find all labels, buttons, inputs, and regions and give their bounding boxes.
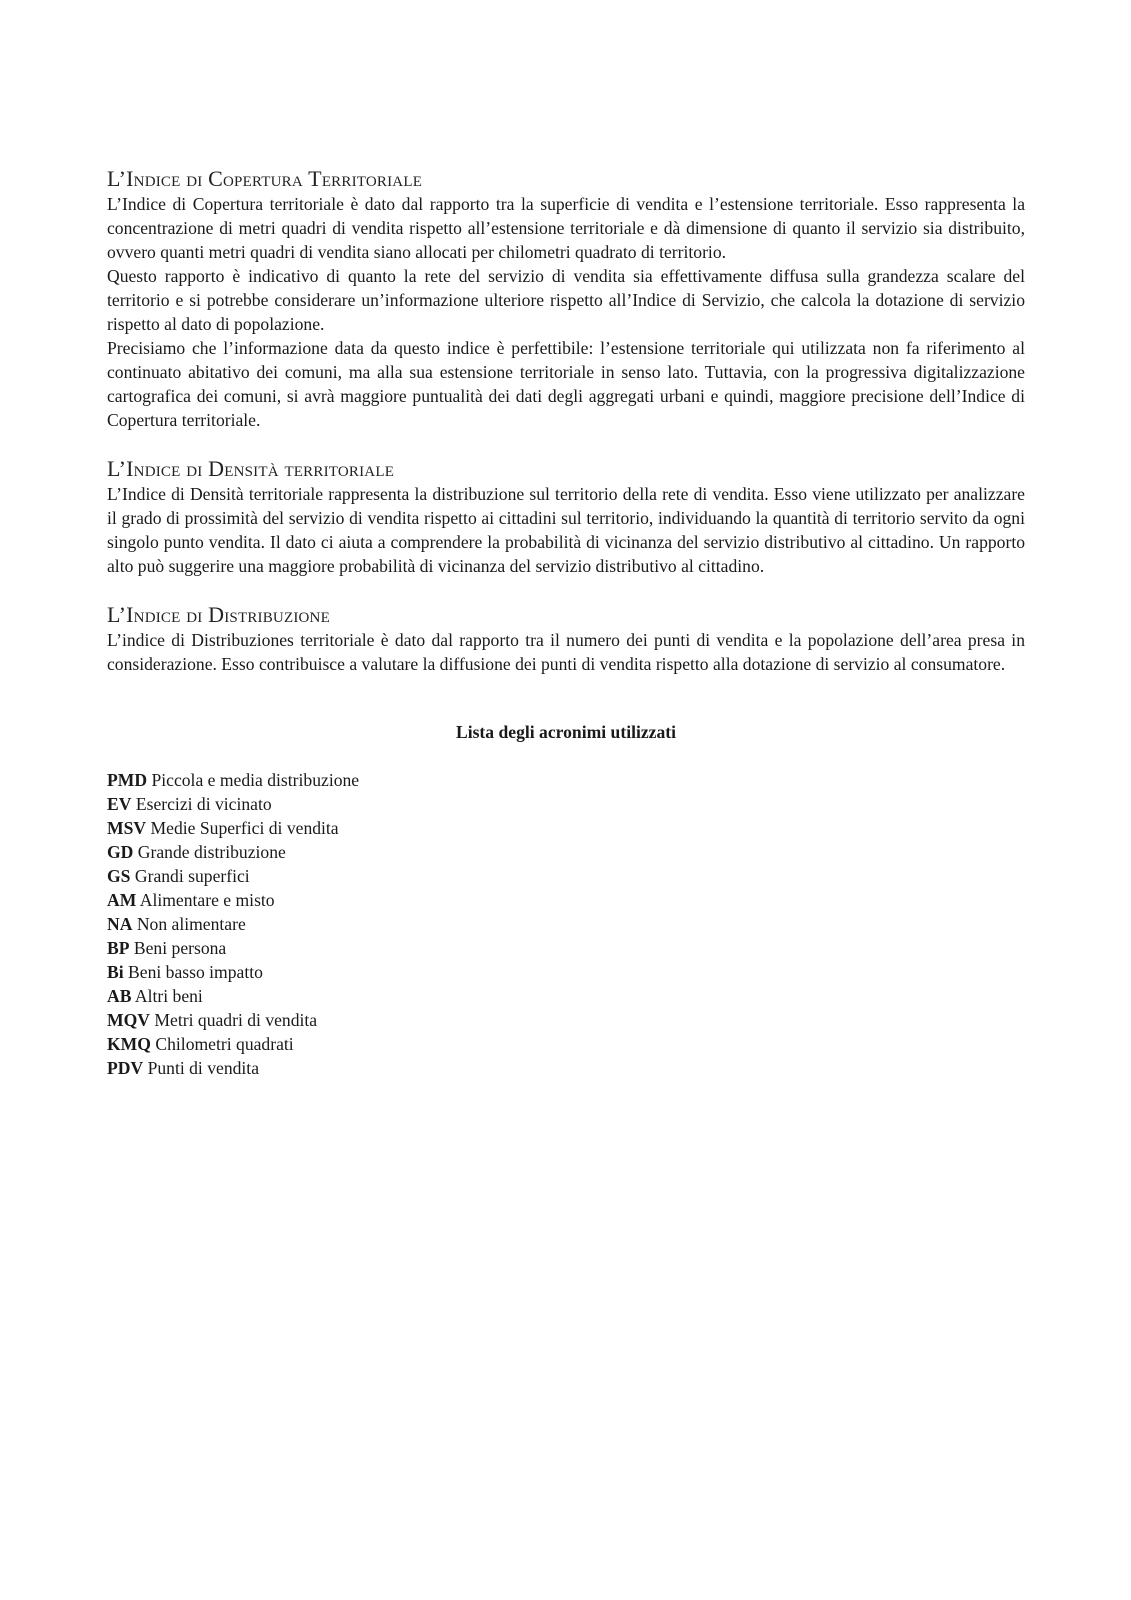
acronym-item bbox=[107, 960, 1025, 984]
acronym-item bbox=[107, 1032, 1025, 1056]
paragraph: L’Indice di Densità territoriale rappresenta la distribuzione sul territorio della rete di vendita. Esso viene utilizzato per analizzare il grado di prossimità del servizio di vendita rispetto ai cittadini sul territorio, individuando la quantità di territorio servito da ogni singolo punto vendita. Il dato ci aiuta a comprendere la probabilità di vicinanza del servizio distributivo al cittadino. Un rapporto alto può suggerire una maggiore probabilità di vicinanza del servizio distributivo al cittadino. bbox=[107, 484, 1025, 576]
acronym-item bbox=[107, 840, 1025, 864]
acronym-description: Chilometri quadrati bbox=[155, 1034, 294, 1054]
acronym-list bbox=[107, 768, 1025, 1080]
section-heading: L’Indice di Distribuzione bbox=[107, 602, 330, 627]
acronym-item bbox=[107, 792, 1025, 816]
section-heading: L’Indice di Densità territoriale bbox=[107, 456, 395, 481]
acronym-code: MQV bbox=[107, 1010, 150, 1030]
section-indice-densita bbox=[107, 456, 1025, 578]
acronym-item bbox=[107, 1056, 1025, 1080]
paragraph: L’indice di Distribuziones territoriale è dato dal rapporto tra il numero dei punti di vendita e la popolazione dell’area presa in considerazione. Esso contribuisce a valutare la diffusione dei punti di vendita rispetto alla dotazione di servizio al consumatore. bbox=[107, 630, 1025, 674]
section-heading: L’Indice di Copertura Territoriale bbox=[107, 166, 423, 191]
acronym-code: GD bbox=[107, 842, 134, 862]
document-page bbox=[107, 166, 1025, 1080]
paragraph: Questo rapporto è indicativo di quanto la rete del servizio di vendita sia effettivamente diffusa sulla grandezza scalare del territorio e si potrebbe considerare un’informazione ulteriore rispetto all’Indice di Servizio, che calcola la dotazione di servizio rispetto al dato di popolazione. bbox=[107, 266, 1025, 334]
section-indice-copertura bbox=[107, 166, 1025, 432]
acronym-description: Esercizi di vicinato bbox=[135, 794, 272, 814]
acronym-item bbox=[107, 936, 1025, 960]
acronym-description: Non alimentare bbox=[136, 914, 246, 934]
acronym-item bbox=[107, 816, 1025, 840]
acronym-code: PDV bbox=[107, 1058, 144, 1078]
acronym-item bbox=[107, 984, 1025, 1008]
acronym-description: Punti di vendita bbox=[147, 1058, 259, 1078]
acronym-description: Piccola e media distribuzione bbox=[151, 770, 360, 790]
acronym-item bbox=[107, 888, 1025, 912]
acronym-code: AM bbox=[107, 890, 137, 910]
acronym-description: Medie Superfici di vendita bbox=[150, 818, 339, 838]
acronym-code: KMQ bbox=[107, 1034, 151, 1054]
acronym-code: EV bbox=[107, 794, 132, 814]
paragraph: Precisiamo che l’informazione data da questo indice è perfettibile: l’estensione territoriale qui utilizzata non fa riferimento al continuato abitativo dei comuni, ma alla sua estensione territoriale in senso lato. Tuttavia, con la progressiva digitalizzazione cartografica dei comuni, si avrà maggiore puntualità dei dati degli aggregati urbani e quindi, maggiore precisione dell’Indice di Copertura territoriale. bbox=[107, 338, 1025, 430]
acronym-code: AB bbox=[107, 986, 132, 1006]
acronym-code: Bi bbox=[107, 962, 124, 982]
acronym-description: Grandi superfici bbox=[134, 866, 250, 886]
acronym-item bbox=[107, 1008, 1025, 1032]
acronym-list-title: Lista degli acronimi utilizzati bbox=[455, 722, 677, 742]
acronym-description: Alimentare e misto bbox=[139, 890, 275, 910]
acronym-item bbox=[107, 864, 1025, 888]
acronym-code: PMD bbox=[107, 770, 148, 790]
section-indice-distribuzione bbox=[107, 602, 1025, 676]
paragraph: L’Indice di Copertura territoriale è dato dal rapporto tra la superficie di vendita e l’estensione territoriale. Esso rappresenta la concentrazione di metri quadri di vendita rispetto all’estensione territoriale e dà dimensione di quanto il servizio sia distribuito, ovvero quanti metri quadri di vendita siano allocati per chilometri quadrato di territorio. bbox=[107, 194, 1025, 262]
acronym-code: GS bbox=[107, 866, 131, 886]
acronym-description: Grande distribuzione bbox=[137, 842, 286, 862]
acronym-item bbox=[107, 912, 1025, 936]
acronym-code: MSV bbox=[107, 818, 147, 838]
acronym-code: NA bbox=[107, 914, 133, 934]
acronym-code: BP bbox=[107, 938, 130, 958]
acronym-description: Beni basso impatto bbox=[128, 962, 263, 982]
acronym-description: Altri beni bbox=[134, 986, 203, 1006]
acronym-item bbox=[107, 768, 1025, 792]
acronym-description: Metri quadri di vendita bbox=[154, 1010, 318, 1030]
acronym-description: Beni persona bbox=[133, 938, 227, 958]
